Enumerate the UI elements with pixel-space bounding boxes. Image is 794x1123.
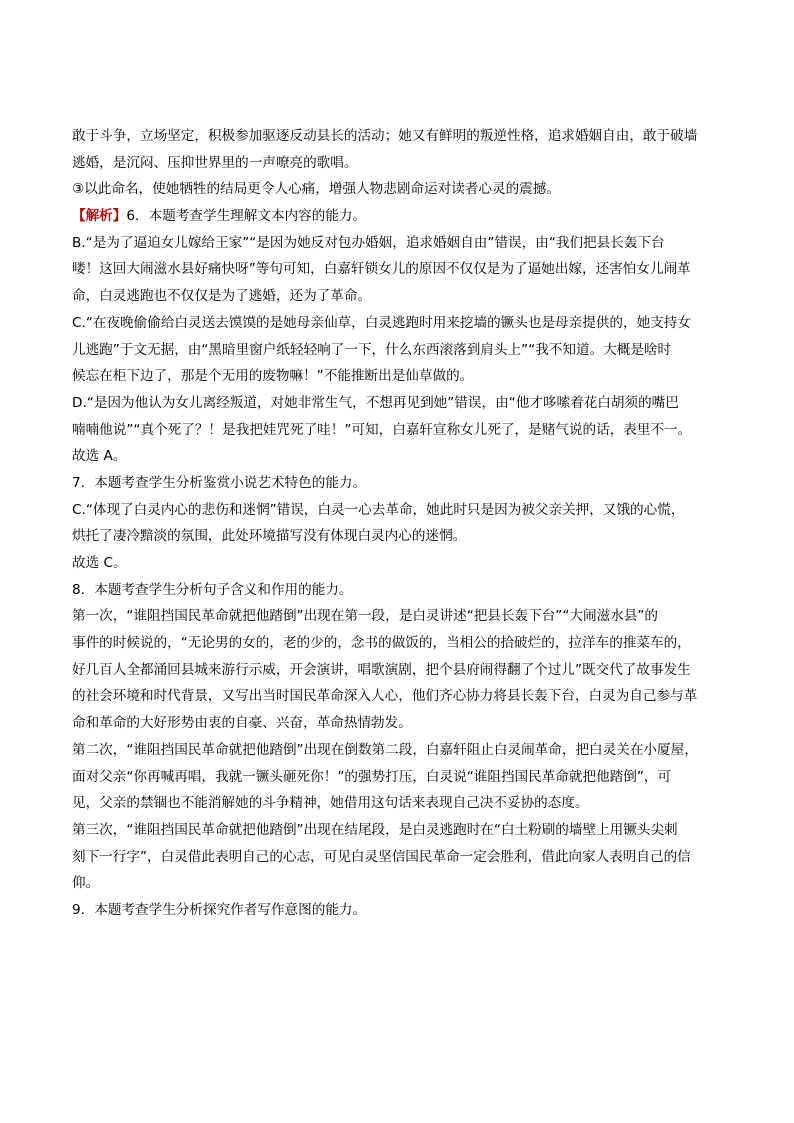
text-line: 第二次，“谁阻挡国民革命就把他踏倒”出现在倒数第二段，白嘉轩阻止白灵闹革命，把白灵关在小厦屋，: [72, 741, 698, 758]
text-line: D.“是因为他认为女儿离经叛道，对她非常生气，不想再见到她”错误，由“他才哆嗦着花白胡须的嘴巴: [72, 394, 679, 411]
analysis-tag: 【解析】: [72, 208, 127, 225]
text-line: 故选 C。: [72, 555, 127, 571]
answer-analysis-text: [72, 123, 740, 924]
text-line: 第一次，“谁阻挡国民革命就把他踏倒”出现在第一段，是白灵讲述“把县长轰下台”“大闹滋水县”的: [72, 608, 659, 625]
question-6-heading: 6．本题考查学生理解文本内容的能力。: [126, 208, 367, 225]
text-line: 儿逃跑”于文无据，由“黑暗里窗户纸轻轻响了一下，什么东西滚落到肩头上”“我不知道。大概是啥时: [72, 341, 672, 358]
text-line: 事件的时候说的，“无论男的女的，老的少的，念书的做饭的，当相公的拾破烂的，拉洋车的推菜车的，: [72, 635, 691, 652]
text-line: 8．本题考查学生分析句子含义和作用的能力。: [72, 581, 353, 598]
text-line: ③以此命名，使她牺牲的结局更令人心痛，增强人物悲剧命运对读者心灵的震撼。: [72, 181, 560, 198]
text-line: 见，父亲的禁锢也不能消解她的斗争精神，她借用这句话来表现自己决不妥协的态度。: [72, 795, 589, 812]
text-line: 仰。: [72, 875, 100, 892]
text-line: 第三次，“谁阻挡国民革命就把他踏倒”出现在结尾段，是白灵逃跑时在“白土粉刷的墙壁上用镢头尖刺: [72, 821, 678, 838]
text-line: 命，白灵逃跑也不仅仅是为了逃婚，还为了革命。: [72, 288, 372, 305]
text-line: 喽！这回大闹滋水县好痛快呀”等句可知，白嘉轩锁女儿的原因不仅仅是为了逼她出嫁，还害怕女儿闹革: [72, 261, 691, 278]
text-line: [72, 203, 740, 230]
text-line: 好几百人全都涌回县城来游行示威，开会演讲，唱歌演剧，把个县府闹得翻了个过儿”既交代了故事发生: [72, 661, 691, 678]
text-line: B.“是为了逼迫女儿嫁给王家”“是因为她反对包办婚姻，追求婚姻自由”错误，由“我们把县长轰下台: [72, 234, 665, 251]
text-line: 烘托了凄冷黯淡的氛围，此处环境描写没有体现白灵内心的迷惘。: [72, 528, 467, 545]
text-line: 故选 A。: [72, 448, 127, 465]
text-line: 喃喃他说”“真个死了？！是我把娃咒死了哇！”可知，白嘉轩宣称女儿死了，是赌气说的话，表里不一。: [72, 421, 692, 438]
text-line: C.“体现了白灵内心的悲伤和迷惘”错误，白灵一心去革命，她此时只是因为被父亲关押，又饿的心慌，: [72, 501, 685, 518]
text-line: 的社会环境和时代背景，又写出当时国民革命深入人心，他们齐心协力将县长轰下台，白灵为自己参与革: [72, 688, 698, 705]
text-line: 敢于斗争，立场坚定，积极参加驱逐反动县长的活动；她又有鲜明的叛逆性格，追求婚姻自由，敢于破墙: [72, 128, 698, 144]
text-line: 逃婚，是沉闷、压抑世界里的一声嘹亮的歌唱。: [72, 154, 358, 171]
text-line: 刻下一行字”，白灵借此表明自己的心志，可见白灵坚信国民革命一定会胜利，借此向家人表明自己的信: [72, 848, 691, 865]
text-line: 候忘在柜下边了，那是个无用的废物嘛！”不能推断出是仙草做的。: [72, 368, 474, 385]
text-line: 命和革命的大好形势由衷的自豪、兴奋，革命热情勃发。: [72, 715, 412, 732]
text-line: 9．本题考查学生分析探究作者写作意图的能力。: [72, 901, 367, 918]
text-line: 7．本题考查学生分析鉴赏小说艺术特色的能力。: [72, 474, 367, 491]
text-line: 面对父亲“你再喊再唱，我就一镢头砸死你！”的强势打压，白灵说“谁阻挡国民革命就把他踏倒”，可: [72, 768, 672, 785]
text-line: C.“在夜晚偷偷给白灵送去馍馍的是她母亲仙草，白灵逃跑时用来挖墙的镢头也是母亲提供的，她支持女: [72, 314, 691, 331]
